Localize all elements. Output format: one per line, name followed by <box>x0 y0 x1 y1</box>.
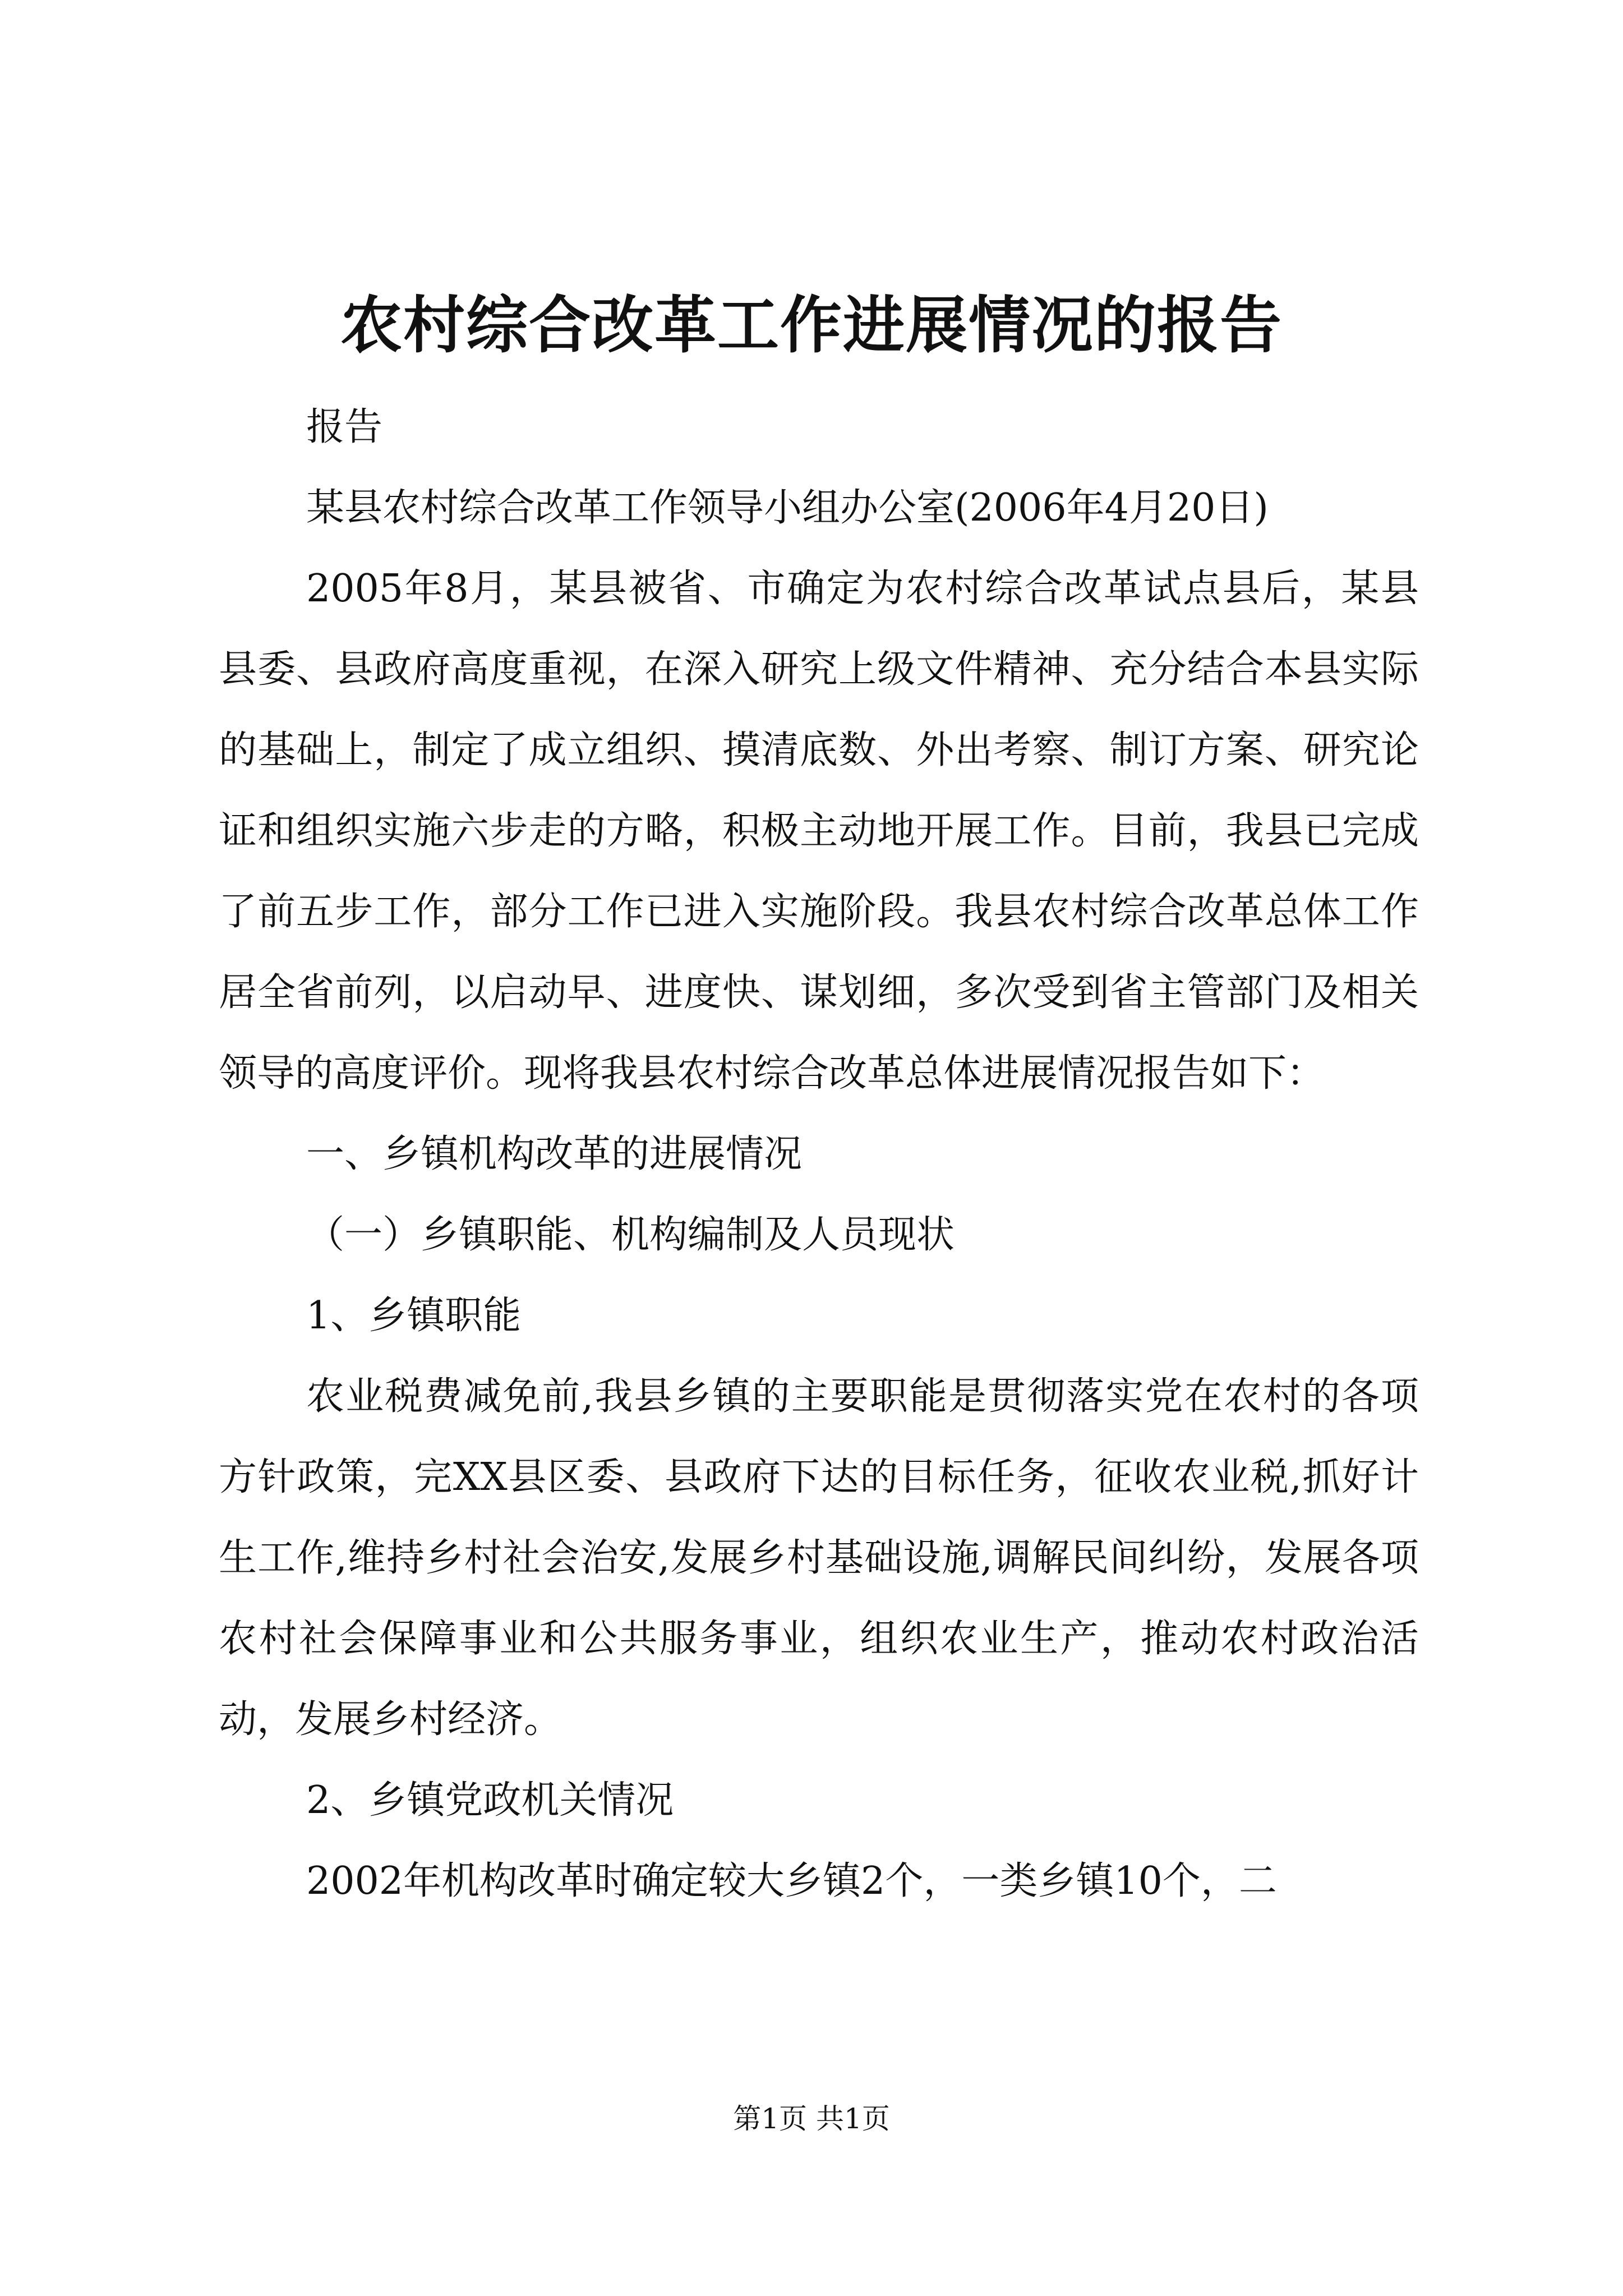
document-title: 农村综合改革工作进展情况的报告 <box>340 289 1283 361</box>
paragraph-township-functions: 农业税费减免前,我县乡镇的主要职能是贯彻落实党在农村的各项方针政策，完XX县区委、县政府下达的目标任务，征收农业税,抓好计生工作,维持乡村社会治安,发展乡村基础设施,调解民间纠纷，发展各项农村社会保障事业和公共服务事业，组织农业生产，推动农村政治活动，发展乡村经济。 <box>219 1374 1419 1742</box>
paragraph-agency-reform: 2002年机构改革时确定较大乡镇2个，一类乡镇10个，二 <box>306 1859 1277 1903</box>
item-heading-1: 1、乡镇职能 <box>306 1294 522 1338</box>
item-heading-2: 2、乡镇党政机关情况 <box>306 1778 674 1823</box>
subsection-heading-1: （一）乡镇职能、机构编制及人员现状 <box>306 1213 955 1257</box>
document-body <box>219 387 1419 1922</box>
page-number-footer: 第1页 共1页 <box>733 2102 890 2135</box>
paragraph-report-label: 报告 <box>306 405 383 449</box>
section-heading-1: 一、乡镇机构改革的进展情况 <box>306 1132 803 1176</box>
paragraph-intro: 2005年8月，某县被省、市确定为农村综合改革试点县后，某县县委、县政府高度重视，在深入研究上级文件精神、充分结合本县实际的基础上，制定了成立组织、摸清底数、外出考察、制订方案、研究论证和组织实施六步走的方略，积极主动地开展工作。目前，我县已完成了前五步工作，部分工作已进入实施阶段。我县农村综合改革总体工作居全省前列，以启动早、进度快、谋划细，多次受到省主管部门及相关领导的高度评价。现将我县农村综合改革总体进展情况报告如下： <box>219 567 1419 1096</box>
paragraph-issuer-date: 某县农村综合改革工作领导小组办公室(2006年4月20日) <box>306 486 1269 530</box>
